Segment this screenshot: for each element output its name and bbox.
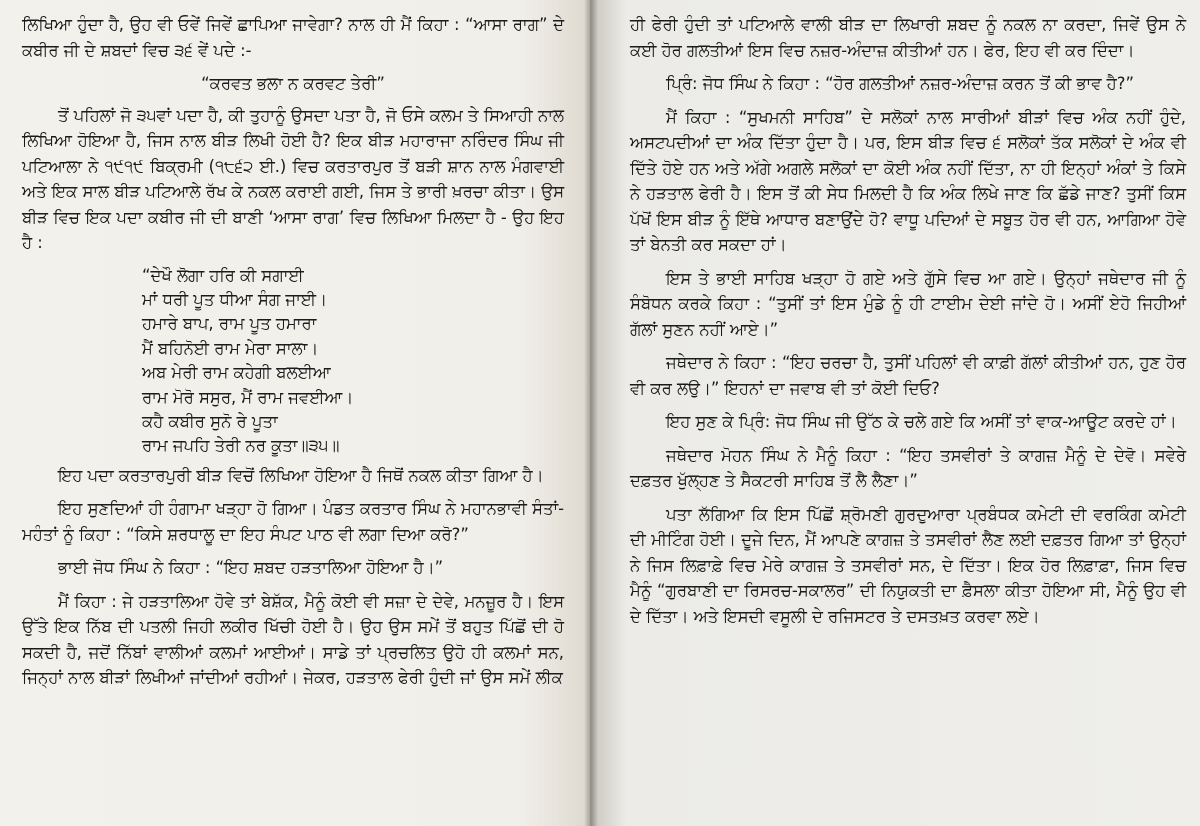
right-paragraph-4: ਇਸ ਤੇ ਭਾਈ ਸਾਹਿਬ ਖੜ੍ਹਾ ਹੋ ਗਏ ਅਤੇ ਗੁੱਸੇ ਵਿਚ ਆ ਗਏ। ਉਨ੍ਹਾਂ ਜਥੇਦਾਰ ਜੀ ਨੂੰ ਸੰਬੋਧਨ ਕਰਕੇ ਕਿਹਾ : “ਤੁਸੀਂ ਤਾਂ ਇਸ ਮੁੰਡੇ ਨੂੰ ਹੀ ਟਾਈਮ ਦੇਈ ਜਾਂਦੇ ਹੋ। ਅਸੀਂ ਏਹੋ ਜਿਹੀਆਂ ਗੱਲਾਂ ਸੁਣਨ ਨਹੀਂ ਆਏ।” — [630, 268, 1186, 339]
right-paragraph-8: ਪਤਾ ਲੱਗਿਆ ਕਿ ਇਸ ਪਿੱਛੋਂ ਸ਼੍ਰੋਮਣੀ ਗੁਰਦੁਆਰਾ ਪ੍ਰਬੰਧਕ ਕਮੇਟੀ ਦੀ ਵਰਕਿੰਗ ਕਮੇਟੀ ਦੀ ਮੀਟਿੰਗ ਹੋਈ। ਦੂਜੇ ਦਿਨ, ਮੈਂ ਆਪਣੇ ਕਾਗਜ਼ ਤੇ ਤਸਵੀਰਾਂ ਲੈਣ ਲਈ ਦਫ਼ਤਰ ਗਿਆ ਤਾਂ ਉਨ੍ਹਾਂ ਨੇ ਜਿਸ ਲਿਫ਼ਾਫ਼ੇ ਵਿਚ ਮੇਰੇ ਕਾਗਜ਼ ਤੇ ਤਸਵੀਰਾਂ ਸਨ, ਦੇ ਦਿੱਤਾ। ਇਕ ਹੋਰ ਲਿਫ਼ਾਫ਼ਾ, ਜਿਸ ਵਿਚ ਮੈਨੂੰ “ਗੁਰਬਾਣੀ ਦਾ ਰਿਸਰਚ-ਸਕਾਲਰ” ਦੀ ਨਿਯੁਕਤੀ ਦਾ ਫ਼ੈਸਲਾ ਕੀਤਾ ਹੋਇਆ ਸੀ, ਮੈਨੂੰ ਉਹ ਵੀ ਦੇ ਦਿੱਤਾ। ਅਤੇ ਇਸਦੀ ਵਸੂਲੀ ਦੇ ਰਜਿਸਟਰ ਤੇ ਦਸਤਖ਼ਤ ਕਰਵਾ ਲਏ। — [630, 504, 1186, 626]
verse-line: ਮੈਂ ਬਹਿਨੋਈ ਰਾਮ ਮੇਰਾ ਸਾਲਾ। — [142, 338, 319, 358]
right-page — [590, 0, 1200, 826]
right-paragraph-3: ਮੈਂ ਕਿਹਾ : “ਸੁਖਮਨੀ ਸਾਹਿਬ” ਦੇ ਸਲੋਕਾਂ ਨਾਲ ਸਾਰੀਆਂ ਬੀੜਾਂ ਵਿਚ ਅੰਕ ਨਹੀਂ ਹੁੰਦੇ, ਅਸਟਪਦੀਆਂ ਦਾ ਅੰਕ ਦਿੱਤਾ ਹੁੰਦਾ ਹੈ। ਪਰ, ਇਸ ਬੀੜ ਵਿਚ ੬ ਸਲੋਕਾਂ ਤੱਕ ਸਲੋਕਾਂ ਦੇ ਅੰਕ ਵੀ ਦਿੱਤੇ ਹੋਏ ਹਨ ਅਤੇ ਅੱਗੇ ਅਗਲੇ ਸਲੋਕਾਂ ਦਾ ਕੋਈ ਅੰਕ ਨਹੀਂ ਦਿੱਤਾ, ਨਾ ਹੀ ਇਨ੍ਹਾਂ ਅੰਕਾਂ ਤੇ ਕਿਸੇ ਨੇ ਹੜਤਾਲ ਫੇਰੀ ਹੈ। ਇਸ ਤੋਂ ਕੀ ਸੇਧ ਮਿਲਦੀ ਹੈ ਕਿ ਅੰਕ ਲਿਖੇ ਜਾਣ ਕਿ ਛੱਡੇ ਜਾਣ? ਤੁਸੀਂ ਕਿਸ ਪੱਖੋਂ ਇਸ ਬੀੜ ਨੂੰ ਇੱਥੇ ਆਧਾਰ ਬਣਾਉਂਦੇ ਹੋ? ਵਾਧੂ ਪਦਿਆਂ ਦੇ ਸਬੂਤ ਹੋਰ ਵੀ ਹਨ, ਆਗਿਆ ਹੋਵੇ ਤਾਂ ਬੇਨਤੀ ਕਰ ਸਕਦਾ ਹਾਂ। — [630, 107, 1186, 254]
right-paragraph-5: ਜਥੇਦਾਰ ਨੇ ਕਿਹਾ : “ਇਹ ਚਰਚਾ ਹੈ, ਤੁਸੀਂ ਪਹਿਲਾਂ ਵੀ ਕਾਫ਼ੀ ਗੱਲਾਂ ਕੀਤੀਆਂ ਹਨ, ਹੁਣ ਹੋਰ ਵੀ ਕਰ ਲਉ।” ਇਹਨਾਂ ਦਾ ਜਵਾਬ ਵੀ ਤਾਂ ਕੋਈ ਦਿਓ? — [630, 353, 1186, 398]
left-paragraph-2: ਤੋਂ ਪਹਿਲਾਂ ਜੋ ੩੫ਵਾਂ ਪਦਾ ਹੈ, ਕੀ ਤੁਹਾਨੂੰ ਉਸਦਾ ਪਤਾ ਹੈ, ਜੋ ਓਸੇ ਕਲਮ ਤੇ ਸਿਆਹੀ ਨਾਲ ਲਿਖਿਆ ਹੋਇਆ ਹੈ, ਜਿਸ ਨਾਲ ਬੀੜ ਲਿਖੀ ਹੋਈ ਹੈ? ਇਕ ਬੀੜ ਮਹਾਰਾਜਾ ਨਰਿੰਦਰ ਸਿੰਘ ਜੀ ਪਟਿਆਲਾ ਨੇ ੧੯੧੯ ਬਿਕ੍ਰਮੀ (੧੮੬੨ ਈ.) ਵਿਚ ਕਰਤਾਰਪੁਰ ਤੋਂ ਬੜੀ ਸ਼ਾਨ ਨਾਲ ਮੰਗਵਾਈ ਅਤੇ ਇਕ ਸਾਲ ਬੀੜ ਪਟਿਆਲੇ ਰੱਖ ਕੇ ਨਕਲ ਕਰਾਈ ਗਈ, ਜਿਸ ਤੇ ਭਾਰੀ ਖ਼ਰਚਾ ਕੀਤਾ। ਉਸ ਬੀੜ ਵਿਚ ਇਕ ਪਦਾ ਕਬੀਰ ਜੀ ਦੀ ਬਾਣੀ ‘ਆਸਾ ਰਾਗ’ ਵਿਚ ਲਿਖਿਆ ਮਿਲਦਾ ਹੈ - ਉਹ ਇਹ ਹੈ : — [22, 105, 564, 252]
left-paragraph-5: ਭਾਈ ਜੋਧ ਸਿੰਘ ਨੇ ਕਿਹਾ : “ਇਹ ਸ਼ਬਦ ਹੜਤਾਲਿਆ ਹੋਇਆ ਹੈ।” — [58, 558, 444, 578]
left-paragraph-6: ਮੈਂ ਕਿਹਾ : ਜੇ ਹੜਤਾਲਿਆ ਹੋਵੇ ਤਾਂ ਬੇਸ਼ੱਕ, ਮੈਨੂੰ ਕੋਈ ਵੀ ਸਜ਼ਾ ਦੇ ਦੇਵੇ, ਮਨਜ਼ੂਰ ਹੈ। ਇਸ ਉੱਤੇ ਇਕ ਨਿੱਬ ਦੀ ਪਤਲੀ ਜਿਹੀ ਲਕੀਰ ਖਿੱਚੀ ਹੋਈ ਹੈ। ਉਹ ਉਸ ਸਮੇਂ ਤੋਂ ਬਹੁਤ ਪਿੱਛੋਂ ਦੀ ਹੋ ਸਕਦੀ ਹੈ, ਜਦੋਂ ਨਿੱਬਾਂ ਵਾਲੀਆਂ ਕਲਮਾਂ ਆਈਆਂ। ਸਾਡੇ ਤਾਂ ਪ੍ਰਚਲਿਤ ਉਹੋ ਹੀ ਕਲਮਾਂ ਸਨ, ਜਿਨ੍ਹਾਂ ਨਾਲ ਬੀੜਾਂ ਲਿਖੀਆਂ ਜਾਂਦੀਆਂ ਰਹੀਆਂ। ਜੇਕਰ, ਹੜਤਾਲ ਫੇਰੀ ਹੁੰਦੀ ਜਾਂ ਉਸ ਸਮੇਂ ਲੀਕ — [22, 591, 564, 688]
shabad-verse — [142, 264, 564, 459]
right-paragraph-1: ਹੀ ਫੇਰੀ ਹੁੰਦੀ ਤਾਂ ਪਟਿਆਲੇ ਵਾਲੀ ਬੀੜ ਦਾ ਲਿਖਾਰੀ ਸ਼ਬਦ ਨੂੰ ਨਕਲ ਨਾ ਕਰਦਾ, ਜਿਵੇਂ ਉਸ ਨੇ ਕਈ ਹੋਰ ਗਲਤੀਆਂ ਇਸ ਵਿਚ ਨਜ਼ਰ-ਅੰਦਾਜ਼ ਕੀਤੀਆਂ ਹਨ। ਫੇਰ, ਇਹ ਵੀ ਕਰ ਦਿੰਦਾ। — [630, 15, 1186, 60]
left-page — [0, 0, 590, 826]
verse-line: “ਦੇਖੌ ਲੋਗਾ ਹਰਿ ਕੀ ਸਗਾਈ — [142, 265, 304, 285]
right-paragraph-7: ਜਥੇਦਾਰ ਮੋਹਨ ਸਿੰਘ ਨੇ ਮੈਨੂੰ ਕਿਹਾ : “ਇਹ ਤਸਵੀਰਾਂ ਤੇ ਕਾਗਜ਼ ਮੈਨੂੰ ਦੇ ਦੇਵੋ। ਸਵੇਰੇ ਦਫ਼ਤਰ ਖੁੱਲ੍ਹਣ ਤੇ ਸੈਕਟਰੀ ਸਾਹਿਬ ਤੋਂ ਲੈ ਲੈਣਾ।” — [630, 445, 1186, 490]
verse-line: ਕਹੈ ਕਬੀਰ ਸੁਨੋ ਰੇ ਪੂਤਾ — [142, 411, 278, 431]
quoted-verse-line: “ਕਰਵਤ ਭਲਾ ਨ ਕਰਵਟ ਤੇਰੀ” — [201, 74, 385, 93]
left-paragraph-3: ਇਹ ਪਦਾ ਕਰਤਾਰਪੁਰੀ ਬੀੜ ਵਿਚੋਂ ਲਿਖਿਆ ਹੋਇਆ ਹੈ ਜਿਥੋਂ ਨਕਲ ਕੀਤਾ ਗਿਆ ਹੈ। — [58, 465, 544, 485]
left-paragraph-4: ਇਹ ਸੁਣਦਿਆਂ ਹੀ ਹੰਗਾਮਾ ਖੜ੍ਹਾ ਹੋ ਗਿਆ। ਪੰਡਤ ਕਰਤਾਰ ਸਿੰਘ ਨੇ ਮਹਾਨਭਾਵੀ ਸੰਤਾਂ-ਮਹੰਤਾਂ ਨੂੰ ਕਿਹਾ : “ਕਿਸੇ ਸ਼ਰਧਾਲੂ ਦਾ ਇਹ ਸੰਪਟ ਪਾਠ ਵੀ ਲਗਾ ਦਿਆ ਕਰੋ?” — [22, 499, 564, 544]
verse-line: ਅਬ ਮੇਰੀ ਰਾਮ ਕਹੇਗੀ ਬਲਈਆ — [142, 363, 331, 383]
left-paragraph-1: ਲਿਖਿਆ ਹੁੰਦਾ ਹੈ, ਉਹ ਵੀ ਓਵੇਂ ਜਿਵੇਂ ਛਾਪਿਆ ਜਾਵੇਗਾ? ਨਾਲ ਹੀ ਮੈਂ ਕਿਹਾ : “ਆਸਾ ਰਾਗ” ਦੇ ਕਬੀਰ ਜੀ ਦੇ ਸ਼ਬਦਾਂ ਵਿਚ ੩੬ ਵੇਂ ਪਦੇ :- — [22, 15, 564, 60]
verse-line: ਰਾਮ ਮੋਰੋ ਸਸੁਰ, ਮੈਂ ਰਾਮ ਜਵਈਆ। — [142, 387, 354, 407]
verse-line: ਮਾਂ ਧਰੀ ਪੂਤ ਧੀਆ ਸੰਗ ਜਾਈ। — [142, 289, 328, 309]
book-gutter — [584, 0, 598, 826]
verse-line: ਹਮਾਰੇ ਬਾਪ, ਰਾਮ ਪੂਤ ਹਮਾਰਾ — [142, 314, 317, 334]
verse-line: ਰਾਮ ਜਪਹਿ ਤੇਰੀ ਨਰ ਕੂਤਾ॥੩੫॥ — [142, 436, 340, 456]
right-paragraph-2: ਪ੍ਰਿੰ: ਜੋਧ ਸਿੰਘ ਨੇ ਕਿਹਾ : “ਹੋਰ ਗਲਤੀਆਂ ਨਜ਼ਰ-ਅੰਦਾਜ਼ ਕਰਨ ਤੋਂ ਕੀ ਭਾਵ ਹੈ?” — [666, 74, 1134, 93]
right-paragraph-6: ਇਹ ਸੁਣ ਕੇ ਪ੍ਰਿੰ: ਜੋਧ ਸਿੰਘ ਜੀ ਉੱਠ ਕੇ ਚਲੇ ਗਏ ਕਿ ਅਸੀਂ ਤਾਂ ਵਾਕ-ਆਊਟ ਕਰਦੇ ਹਾਂ। — [666, 412, 1177, 431]
